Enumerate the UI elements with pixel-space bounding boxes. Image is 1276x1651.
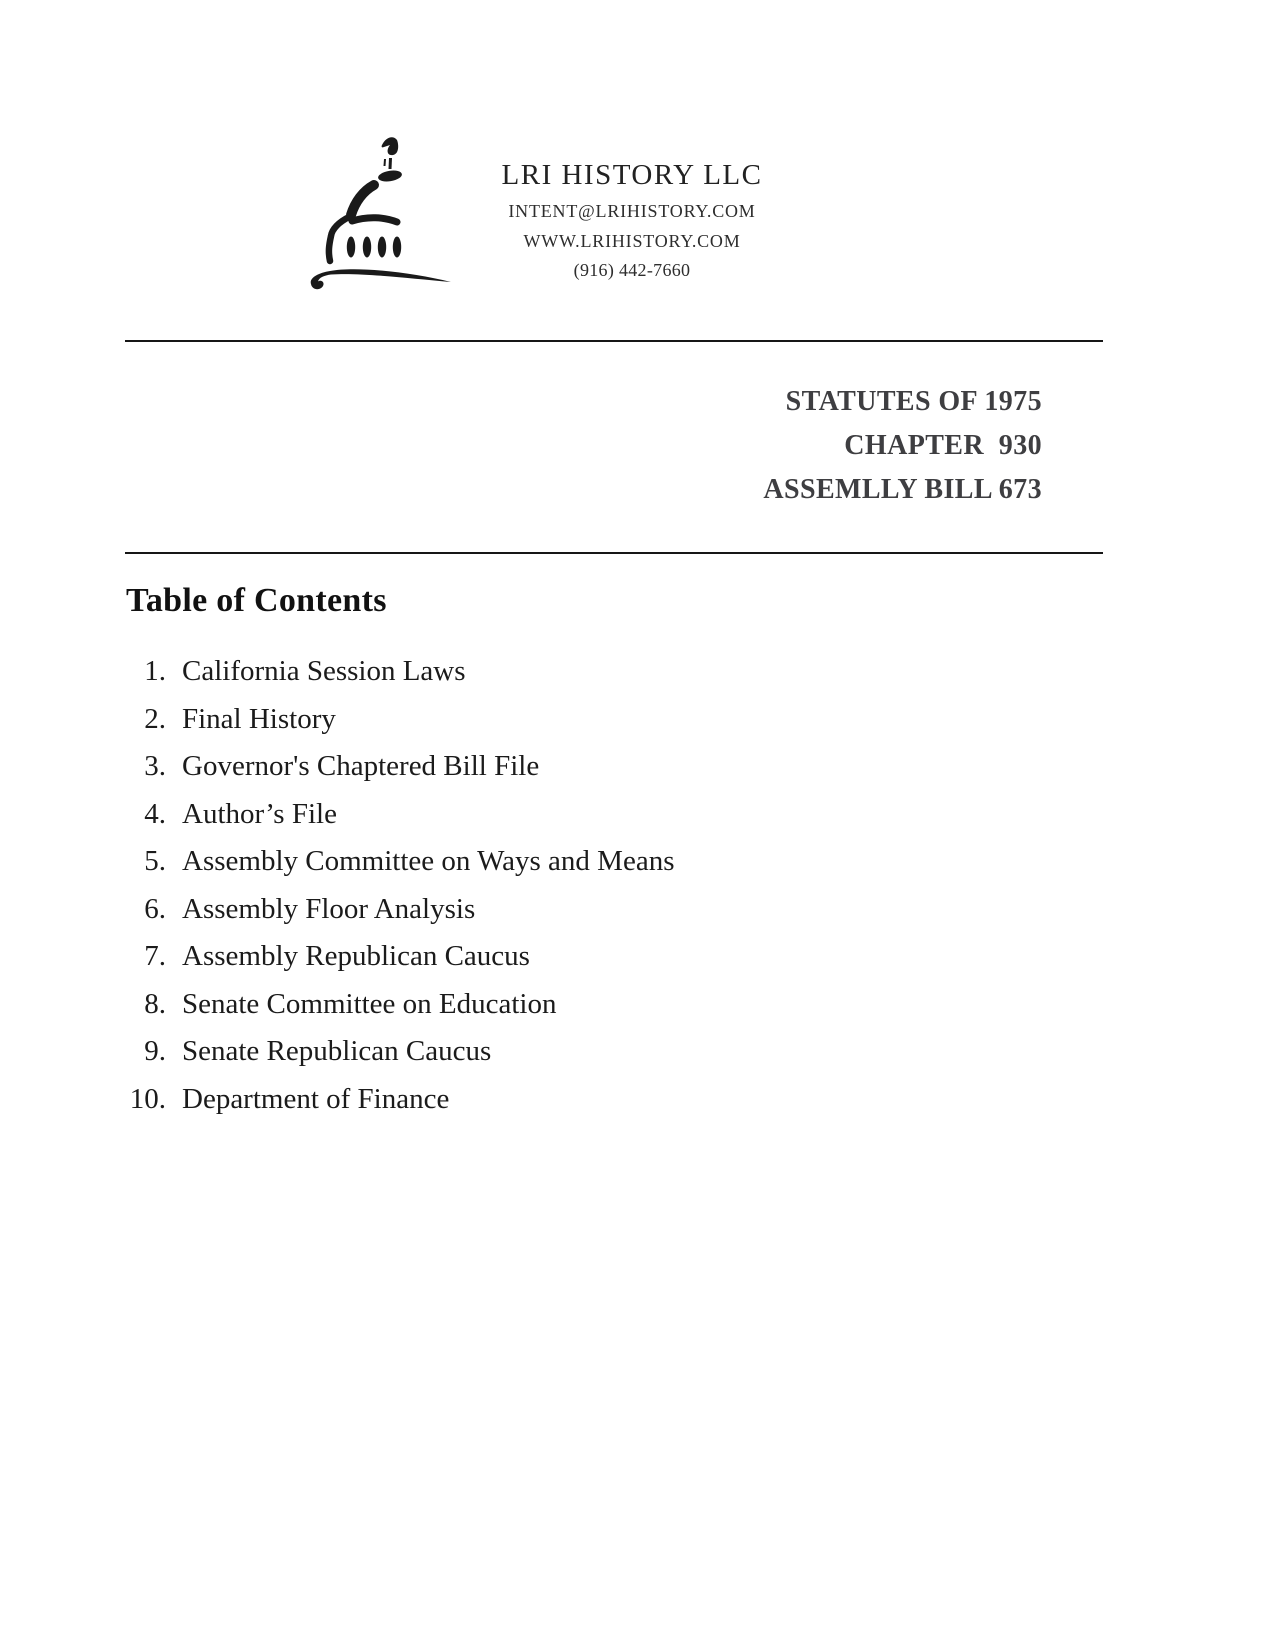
- company-name: LRI HISTORY LLC: [501, 159, 763, 191]
- toc-item: [126, 1028, 1026, 1076]
- toc-item: [126, 743, 1026, 791]
- toc-item-number: 1.: [144, 655, 166, 688]
- website-url: WWW.LRIHISTORY.COM: [523, 231, 741, 251]
- toc-item-label: Senate Republican Caucus: [182, 1035, 492, 1068]
- assembly-bill-line: ASSEMLLY BILL 673: [763, 474, 1042, 505]
- toc-item: [126, 648, 1026, 696]
- toc-item-number: 9.: [144, 1035, 166, 1068]
- email-address: INTENT@LRIHISTORY.COM: [508, 201, 756, 221]
- toc-item-number: 3.: [144, 750, 166, 783]
- toc-item-label: Department of Finance: [182, 1082, 450, 1115]
- toc-item-label: Assembly Committee on Ways and Means: [182, 845, 675, 878]
- phone-number: (916) 442-7660: [573, 260, 691, 280]
- chapter-line: CHAPTER 930: [844, 430, 1042, 461]
- toc-item: [126, 981, 1026, 1029]
- letterhead: [452, 158, 812, 281]
- toc-item: [126, 886, 1026, 934]
- toc-item-number: 2.: [144, 702, 166, 735]
- capitol-dome-logo-icon: [300, 126, 460, 291]
- statutes-title-block: [560, 380, 1042, 512]
- toc-heading: Table of Contents: [126, 582, 387, 619]
- toc-item-number: 4.: [144, 797, 166, 830]
- toc-item-label: Final History: [182, 702, 336, 735]
- toc-item: [126, 1076, 1026, 1124]
- toc-item-label: Assembly Republican Caucus: [182, 940, 530, 973]
- toc-item-number: 8.: [144, 987, 166, 1020]
- bottom-divider-rule: [125, 552, 1103, 554]
- toc-item: [126, 838, 1026, 886]
- toc-item-number: 7.: [144, 940, 166, 973]
- top-divider-rule: [125, 340, 1103, 342]
- toc-list: [126, 648, 1026, 1123]
- toc-item: [126, 696, 1026, 744]
- toc-item-label: Author’s File: [182, 797, 337, 830]
- toc-item-number: 10.: [129, 1082, 166, 1115]
- toc-item-number: 6.: [144, 892, 166, 925]
- toc-item-number: 5.: [144, 845, 166, 878]
- toc-item-label: California Session Laws: [182, 655, 466, 688]
- statutes-line: STATUTES OF 1975: [785, 386, 1042, 417]
- toc-item: [126, 791, 1026, 839]
- toc-item-label: Governor's Chaptered Bill File: [182, 750, 540, 783]
- toc-item-label: Assembly Floor Analysis: [182, 892, 476, 925]
- toc-item-label: Senate Committee on Education: [182, 987, 557, 1020]
- toc-item: [126, 933, 1026, 981]
